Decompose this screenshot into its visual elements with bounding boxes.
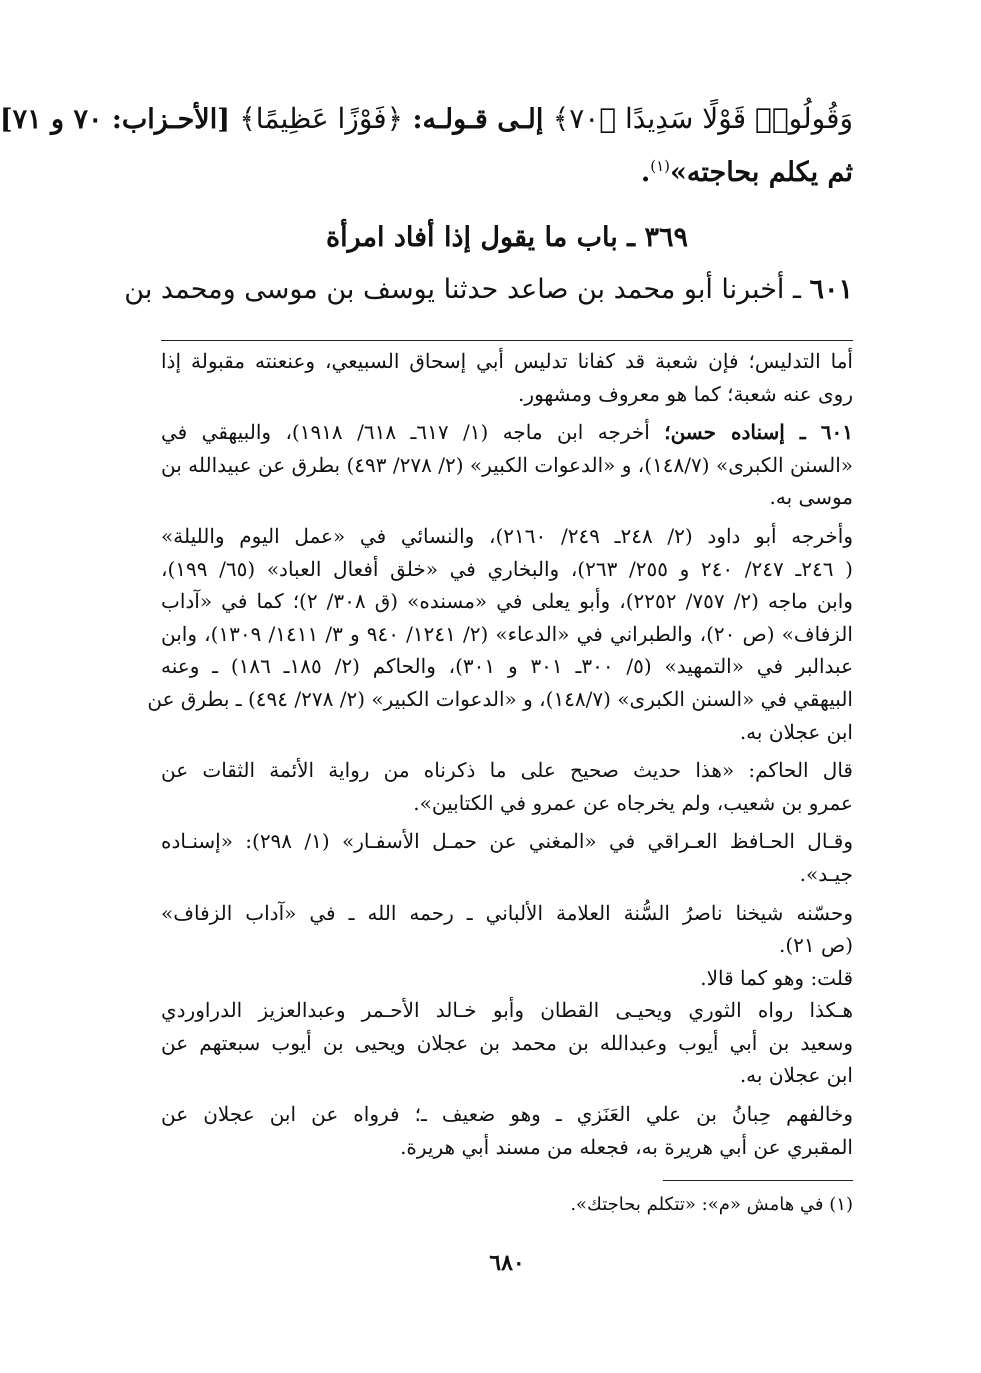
note-line: قلت: وهو كما قالا. (700, 965, 853, 990)
note-line: وأخرجه أبو داود (٢/ ٢٤٨ـ ٢٤٩/ ٢١٦٠)، والنسائي في «عمل اليوم والليلة» (161, 523, 853, 548)
chapter-heading: ٣٦٩ ـ باب ما يقول إذا أفاد امرأة (325, 222, 688, 253)
note-line: ابن عجلان به. (739, 1063, 853, 1088)
note-line: البيهقي في «السنن الكبرى» (١٤٨/٧)، و «الدعوات الكبير» (٢/ ٢٧٨/ ٤٩٤) ـ بطرق عن (147, 686, 853, 711)
note-hadith-number: ٦٠١ ـ إسناده حسن؛ (664, 420, 853, 445)
hadith-number: ٦٠١ (809, 274, 853, 305)
note-line: روى عنه شعبة؛ كما هو معروف ومشهور. (518, 381, 853, 406)
quran-verse: وَقُولُوا۟ قَوْلًا سَدِيدًا ﴿٧٠﴾ (552, 102, 853, 135)
note-line: (ص ٢١). (779, 933, 853, 958)
note-paragraph (161, 994, 853, 1092)
note-line (161, 416, 853, 449)
note-line: ( ٢٤٦ـ ٢٤٧/ ٢٤٠ و ٢٥٥/ ٢٦٣)، والبخاري في «خلق أفعال العباد» (٦٥/ ١٩٩)، (161, 556, 853, 581)
note-line: «السنن الكبرى» (١٤٨/٧)، و «الدعوات الكبير» (٢/ ٢٧٨/ ٤٩٣) بطرق عن عبيدالله بن (161, 452, 853, 477)
note-paragraph (161, 825, 853, 890)
note-line: وابن ماجه (٢/ ٧٥٧/ ٢٢٥٢)، وأبو يعلى في «مسنده» (ق ٣٠٨/ ٢)؛ كما في «آداب (161, 589, 853, 614)
note-line: جيـد». (799, 861, 853, 886)
note-line: ابن عجلان به. (739, 719, 853, 744)
note-line: عمرو بن شعيب، ولم يخرجاه عن عمرو في الكتابين». (413, 790, 853, 815)
note-paragraph (161, 962, 853, 995)
note-line: أما التدليس؛ فإن شعبة قد كفانا تدليس أبي إسحاق السبيعي، وعنعنته مقبولة إذا (161, 349, 853, 373)
footnote (161, 1191, 853, 1219)
note-paragraph (161, 754, 853, 819)
note-fragment: أخرجه ابن ماجه (١/ ٦١٧ـ ٦١٨/ ١٩١٨)، والبيهقي في (161, 420, 665, 445)
note-line: وسعيد بن أبي أيوب وعبدالله بن محمد بن عجلان ويحيى بن أيوب سبعتهم عن (161, 1030, 853, 1055)
footnote-reference: (١) (650, 157, 671, 175)
main-text-line (161, 143, 853, 196)
note-line: قال الحاكم: «هذا حديث صحيح على ما ذكرناه من رواية الأئمة الثقات عن (161, 758, 853, 783)
footnote-text: في هامش «م»: «تتكلم بحاجتك». (570, 1194, 824, 1215)
note-paragraph (161, 1098, 853, 1163)
main-text-fragment: . (640, 157, 651, 188)
page-number: ٦٨٠ (489, 1250, 525, 1276)
main-text-fragment: إلـى قـولـه: (403, 104, 553, 135)
note-line: وحسّنه شيخنا ناصرُ السُّنة العلامة الألباني ـ رحمه الله ـ في «آداب الزفاف» (161, 900, 853, 925)
footnote-marker: (١) (829, 1194, 853, 1215)
note-line: المقبري عن أبي هريرة به، فجعله من مسند أبي هريرة. (400, 1134, 853, 1159)
note-paragraph (161, 416, 853, 514)
note-paragraph (161, 345, 853, 410)
main-text-line (0, 96, 853, 143)
note-line: موسى به. (769, 485, 853, 510)
note-paragraph (161, 897, 853, 962)
note-paragraph (147, 520, 854, 748)
note-line: عبدالبر في «التمهيد» (٥/ ٣٠٠ـ ٣٠١ و ٣٠١)، والحاكم (٢/ ١٨٥ـ ١٨٦) ـ وعنه (161, 654, 854, 679)
hadith-fragment: ـ أخبرنا أبو محمد بن صاعد حدثنا يوسف بن موسى ومحمد بن (124, 274, 810, 305)
note-line: وقـال الحـافظ العـراقي في «المغني عن حمـل الأسفـار» (١/ ٢٩٨): «إسنـاده (161, 829, 853, 854)
main-text-fragment: ثم يكلم بحاجته» (670, 157, 853, 188)
verse-reference: [الأحـزاب: ٧٠ و ٧١] (0, 104, 240, 135)
notes-divider (161, 340, 853, 341)
note-line: الزفاف» (ص ٢٠)، والطبراني في «الدعاء» (٢/ ١٢٤١/ ٩٤٠ و ٣/ ١٤١١/ ١٣٠٩)، وابن (161, 621, 853, 646)
footnote-divider (663, 1180, 853, 1181)
main-text-continuation (0, 96, 853, 196)
note-line: وخالفهم حِبانُ بن علي العَنَزي ـ وهو ضعيف ـ؛ فرواه عن ابن عجلان عن (161, 1102, 853, 1127)
hadith-line (124, 268, 853, 312)
hadith-text (124, 268, 853, 312)
note-line: هـكذا رواه الثوري ويحيـى القطان وأبو خـالد الأحـمر وعبدالعزيز الدراوردي (161, 998, 853, 1023)
quran-verse: ﴿فَوْزًا عَظِيمًا﴾ (239, 102, 404, 135)
commentary-notes (147, 345, 854, 1163)
